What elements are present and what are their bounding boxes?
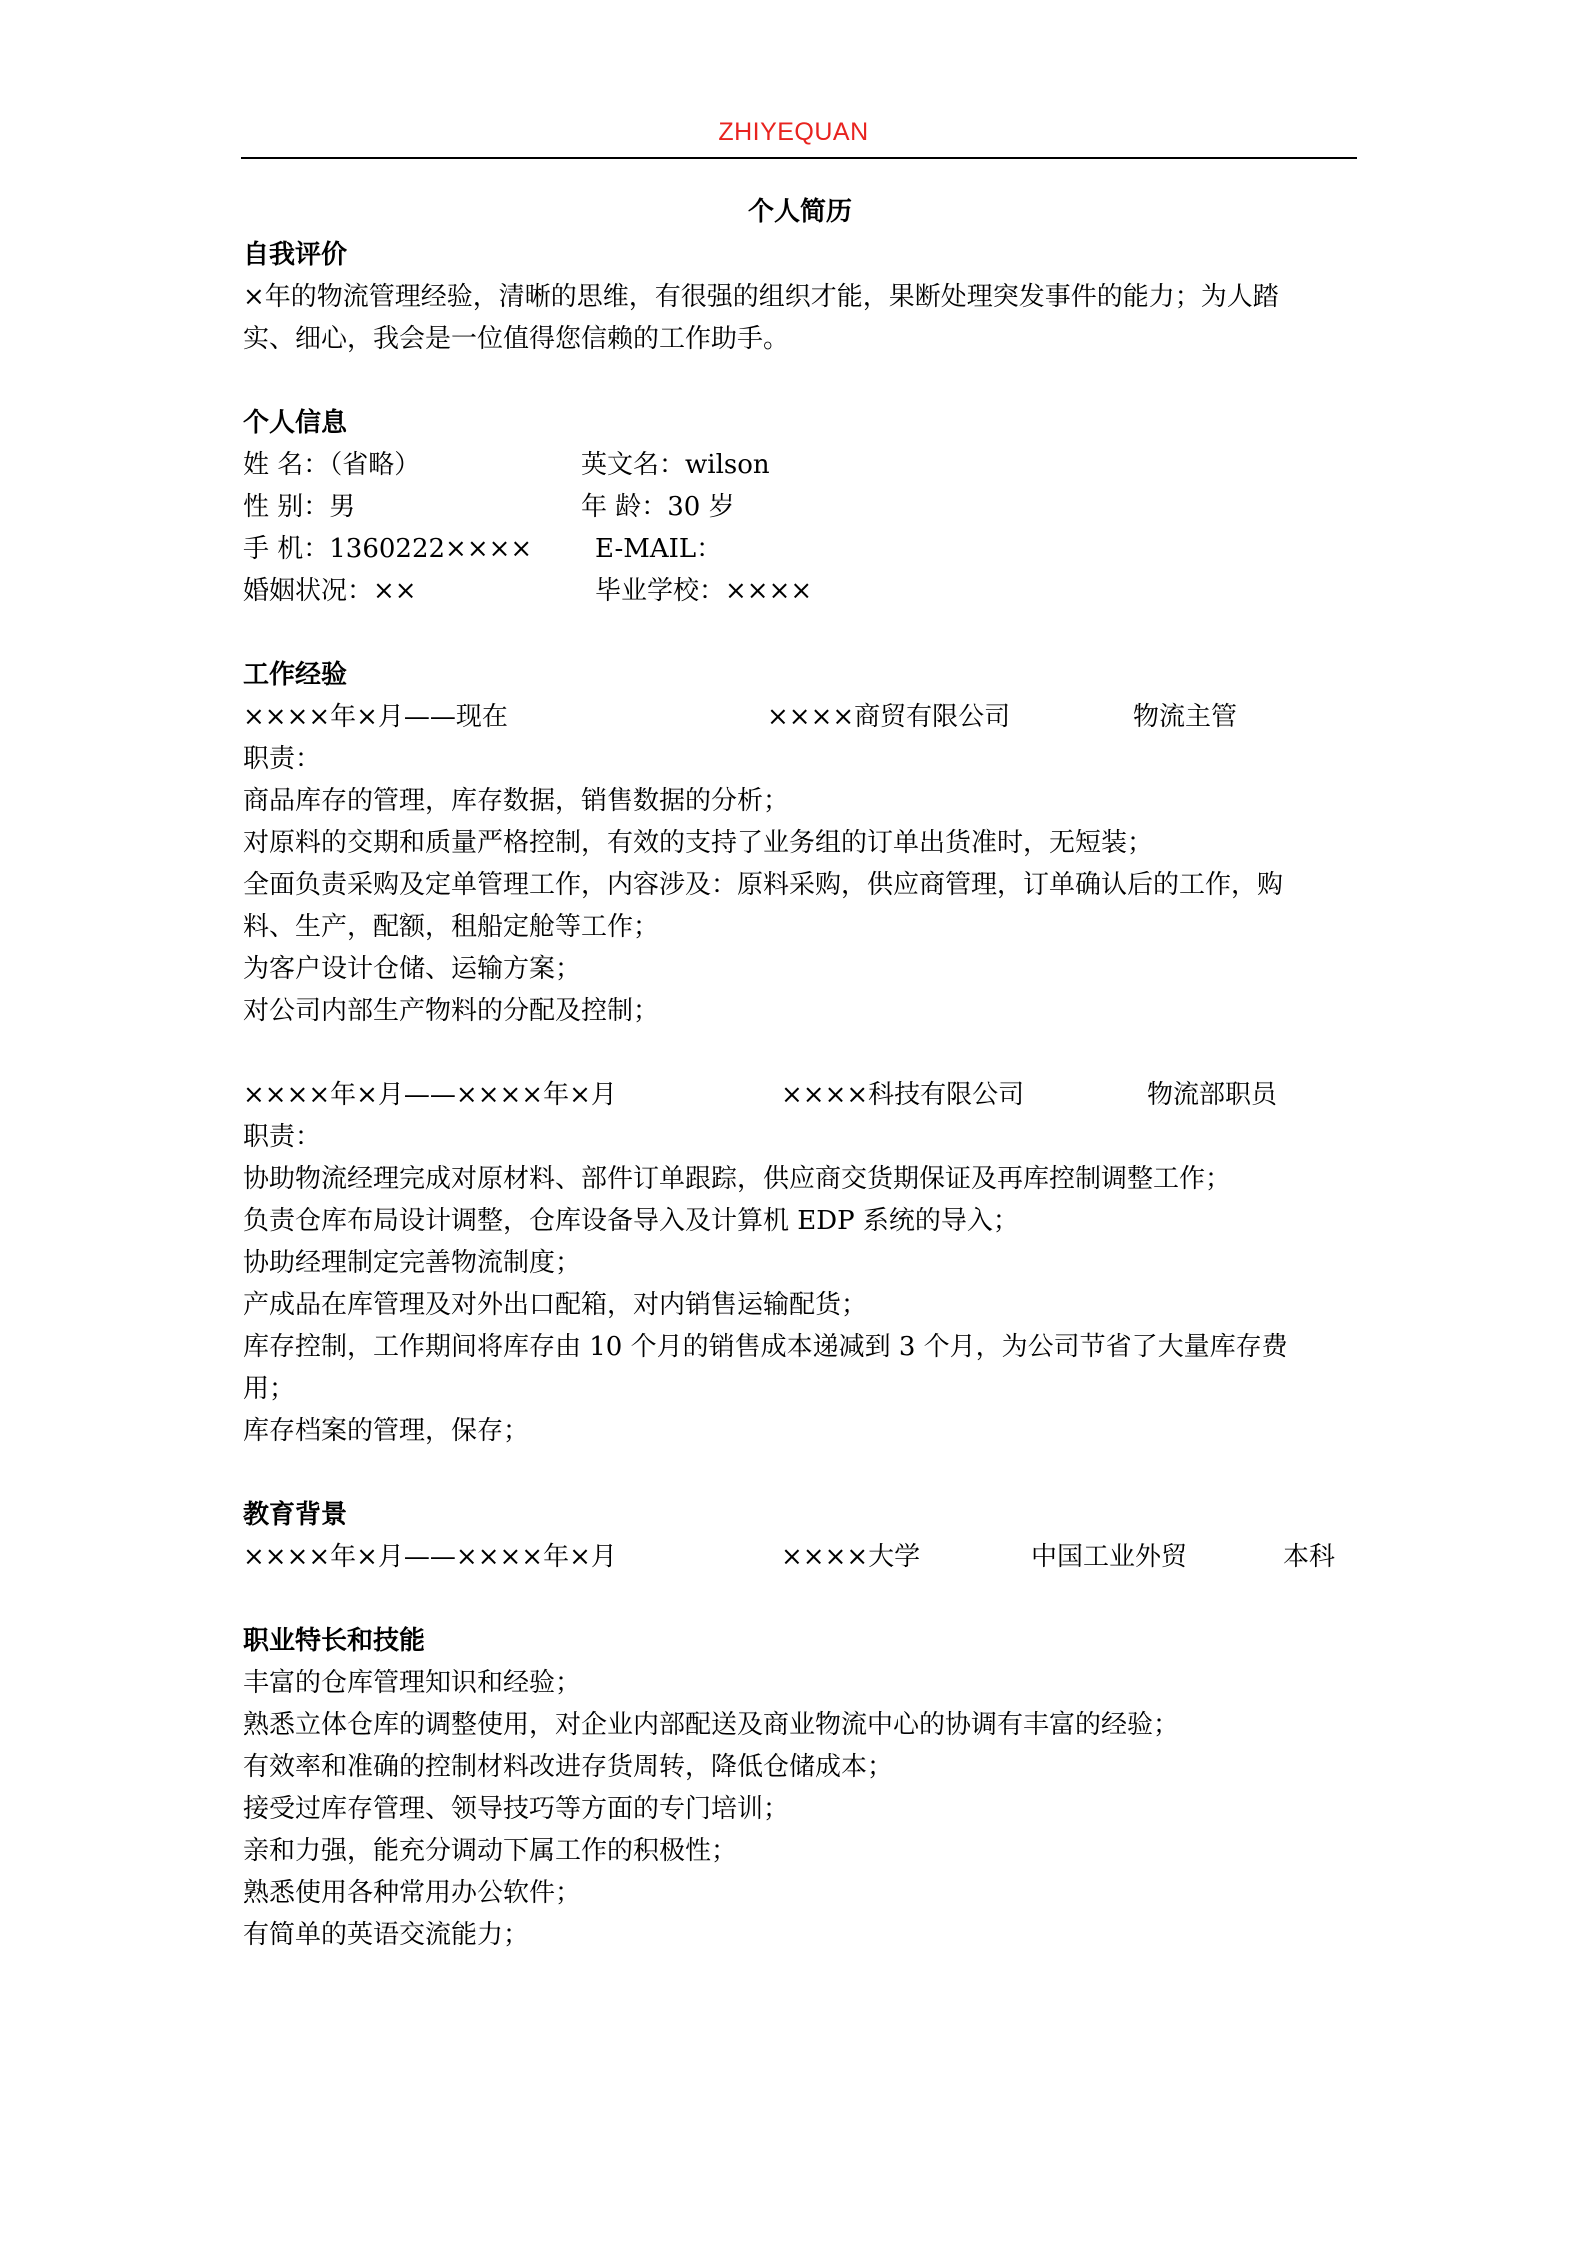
duty-item: 库存档案的管理，保存；	[243, 1416, 530, 1446]
education-degree: 本科	[1283, 1542, 1336, 1572]
duty-item: 全面负责采购及定单管理工作，内容涉及：原料采购，供应商管理，订单确认后的工作，购	[243, 870, 1284, 900]
skill-item: 接受过库存管理、领导技巧等方面的专门培训；	[243, 1794, 790, 1824]
duty-item: 用；	[243, 1374, 296, 1404]
duty-item: 协助物流经理完成对原材料、部件订单跟踪，供应商交货期保证及再库控制调整工作；	[243, 1164, 1232, 1194]
section-heading-self-eval: 自我评价	[243, 240, 348, 270]
self-eval-line: 实、细心，我会是一位值得您信赖的工作助手。	[243, 324, 790, 354]
skill-item: 有简单的英语交流能力；	[243, 1920, 530, 1950]
job-position: 物流主管	[1133, 702, 1238, 732]
header-brand: ZHIYEQUAN	[718, 118, 869, 146]
personal-info-row	[243, 570, 1357, 612]
job-period: ××××年×月——××××年×月	[243, 1080, 617, 1110]
section-heading-skills: 职业特长和技能	[243, 1626, 426, 1656]
section-heading-education: 教育背景	[243, 1500, 348, 1530]
duty-item: 对原料的交期和质量严格控制，有效的支持了业务组的订单出货准时，无短装；	[243, 828, 1154, 858]
skill-item: 熟悉使用各种常用办公软件；	[243, 1878, 582, 1908]
skill-item: 有效率和准确的控制材料改进存货周转，降低仓储成本；	[243, 1752, 894, 1782]
duties-label: 职责：	[243, 744, 322, 774]
resume-body	[243, 190, 1357, 1956]
duty-item: 为客户设计仓储、运输方案；	[243, 954, 582, 984]
duty-item: 库存控制，工作期间将库存由 10 个月的销售成本递减到 3 个月，为公司节省了大量库存费	[243, 1332, 1288, 1362]
duties-label: 职责：	[243, 1122, 322, 1152]
job-company: ××××商贸有限公司	[767, 702, 1011, 732]
duty-item: 负责仓库布局设计调整，仓库设备导入及计算机 EDP 系统的导入；	[243, 1206, 1019, 1236]
marital-field: 婚姻状况：××	[243, 576, 417, 606]
duty-item: 对公司内部生产物料的分配及控制；	[243, 996, 660, 1026]
duty-item: 协助经理制定完善物流制度；	[243, 1248, 582, 1278]
skill-item: 熟悉立体仓库的调整使用，对企业内部配送及商业物流中心的协调有丰富的经验；	[243, 1710, 1180, 1740]
education-row	[243, 1536, 1357, 1578]
email-field: E-MAIL：	[595, 534, 723, 564]
section-heading-work: 工作经验	[243, 660, 348, 690]
personal-info-row	[243, 528, 1357, 570]
section-heading-personal: 个人信息	[243, 408, 348, 438]
school-field: 毕业学校：××××	[595, 576, 813, 606]
job-header-row	[243, 1074, 1357, 1116]
skill-item: 亲和力强，能充分调动下属工作的积极性；	[243, 1836, 738, 1866]
age-field: 年 龄：30 岁	[581, 492, 735, 522]
personal-info-row	[243, 444, 1357, 486]
skill-item: 丰富的仓库管理知识和经验；	[243, 1668, 582, 1698]
self-eval-line: ×年的物流管理经验，清晰的思维，有很强的组织才能，果断处理突发事件的能力；为人踏	[243, 282, 1279, 312]
gender-field: 性 别：男	[243, 492, 356, 522]
duty-item: 产成品在库管理及对外出口配箱，对内销售运输配货；	[243, 1290, 868, 1320]
phone-field: 手 机：1360222××××	[243, 534, 533, 564]
job-header-row	[243, 696, 1357, 738]
duty-item: 料、生产，配额，租船定舱等工作；	[243, 912, 660, 942]
duty-item: 商品库存的管理，库存数据，销售数据的分析；	[243, 786, 790, 816]
personal-info-row	[243, 486, 1357, 528]
education-school: ××××大学	[781, 1542, 921, 1572]
name-field: 姓 名：（省略）	[243, 450, 421, 480]
education-major: 中国工业外贸	[1031, 1542, 1188, 1572]
job-company: ××××科技有限公司	[781, 1080, 1025, 1110]
page-title: 个人简历	[747, 197, 852, 227]
english-name-field: 英文名：wilson	[581, 450, 770, 480]
job-period: ××××年×月——现在	[243, 702, 508, 732]
education-period: ××××年×月——××××年×月	[243, 1542, 617, 1572]
header-divider	[241, 157, 1357, 159]
job-position: 物流部职员	[1147, 1080, 1278, 1110]
